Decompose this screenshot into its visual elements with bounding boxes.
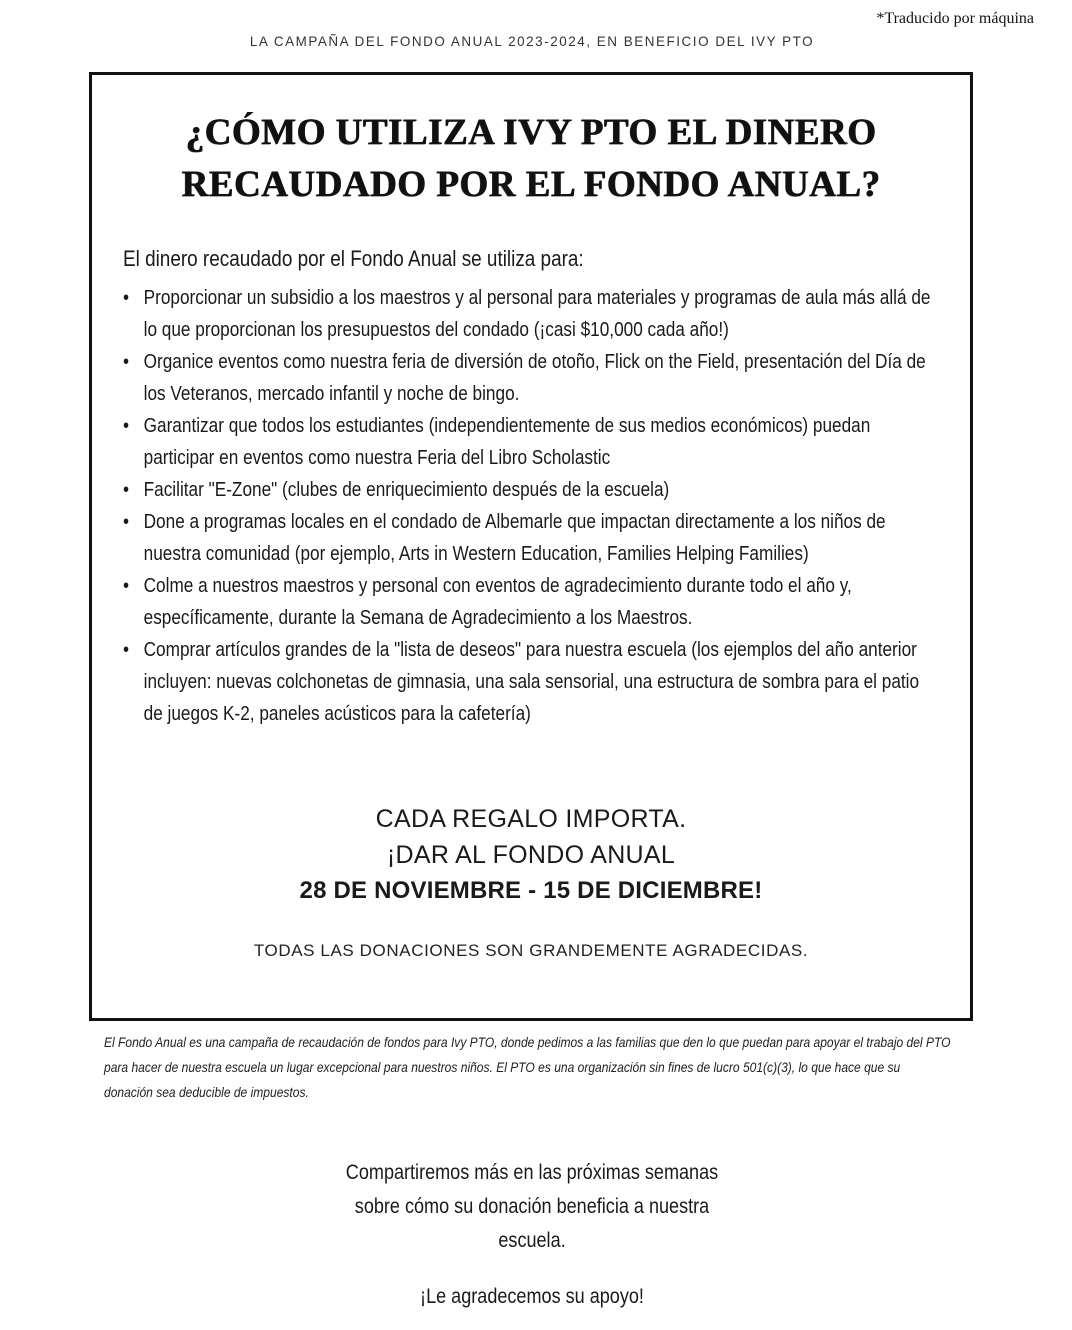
list-item xyxy=(123,506,936,570)
cta-dates: 28 DE NOVIEMBRE - 15 DE DICIEMBRE! xyxy=(299,877,763,904)
list-item xyxy=(123,570,936,634)
closing-message: Compartiremos más en las próximas semanas sobre cómo su donación beneficia a nuestra escuela. xyxy=(345,1161,719,1252)
main-info-box xyxy=(89,72,973,1021)
fund-uses-list xyxy=(123,282,936,730)
list-item-text: Colme a nuestros maestros y personal con eventos de agradecimiento durante todo el año y, específicamente, durante la Semana de Agradecimiento a los Maestros. xyxy=(143,575,852,629)
list-item xyxy=(123,346,936,410)
closing-section xyxy=(0,1156,1064,1314)
footnote: El Fondo Anual es una campaña de recaudación de fondos para Ivy PTO, donde pedimos a las familias que den lo que puedan para apoyar el trabajo del PTO para hacer de nuestra escuela un lugar excepcional para nuestros niños. El PTO es una organización sin fines de lucro 501(c)(3), lo que hace que su donación sea deducible de impuestos. xyxy=(104,1034,951,1100)
list-item xyxy=(123,410,936,474)
list-item xyxy=(123,634,936,730)
bullet-icon: • xyxy=(123,287,130,309)
list-item-text: Garantizar que todos los estudiantes (independientemente de sus medios económicos) puedan participar en eventos como nuestra Feria del Libro Scholastic xyxy=(143,415,871,469)
bullet-icon: • xyxy=(123,479,130,501)
list-item-text: Organice eventos como nuestra feria de diversión de otoño, Flick on the Field, presentación del Día de los Veteranos, mercado infantil y noche de bingo. xyxy=(143,351,926,405)
donations-note: TODAS LAS DONACIONES SON GRANDEMENTE AGRADECIDAS. xyxy=(253,941,809,960)
bullet-icon: • xyxy=(123,639,130,661)
cta-line-2: ¡DAR AL FONDO ANUAL xyxy=(386,841,676,869)
list-item-text: Done a programas locales en el condado de Albemarle que impactan directamente a los niños de nuestra comunidad (por ejemplo, Arts in Western Education, Families Helping Families) xyxy=(143,511,886,565)
list-item-text: Proporcionar un subsidio a los maestros y al personal para materiales y programas de aula más allá de lo que proporcionan los presupuestos del condado (¡casi $10,000 cada año!) xyxy=(143,287,931,341)
title-line-1: ¿CÓMO UTILIZA IVY PTO EL DINERO xyxy=(185,112,877,153)
bullet-icon: • xyxy=(123,575,130,597)
closing-thanks: ¡Le agradecemos su apoyo! xyxy=(420,1285,644,1308)
bullet-icon: • xyxy=(123,351,130,373)
page-title xyxy=(92,107,970,211)
bullet-icon: • xyxy=(123,415,130,437)
intro-text: El dinero recaudado por el Fondo Anual se utiliza para: xyxy=(123,246,584,271)
campaign-header: LA CAMPAÑA DEL FONDO ANUAL 2023-2024, EN BENEFICIO DEL IVY PTO xyxy=(249,33,815,49)
call-to-action xyxy=(92,801,970,909)
bullet-icon: • xyxy=(123,511,130,533)
list-item xyxy=(123,474,936,506)
machine-translation-note: *Traducido por máquina xyxy=(876,10,1034,27)
cta-line-1: CADA REGALO IMPORTA. xyxy=(375,805,687,833)
title-line-2: RECAUDADO POR EL FONDO ANUAL? xyxy=(181,164,881,205)
list-item-text: Comprar artículos grandes de la "lista de deseos" para nuestra escuela (los ejemplos del año anterior incluyen: nuevas colchonetas de gimnasia, una sala sensorial, una estructura de sombra para el patio de juegos K-2, paneles acústicos para la cafetería) xyxy=(143,639,920,725)
list-item xyxy=(123,282,936,346)
list-item-text: Facilitar "E-Zone" (clubes de enriquecimiento después de la escuela) xyxy=(143,479,670,501)
